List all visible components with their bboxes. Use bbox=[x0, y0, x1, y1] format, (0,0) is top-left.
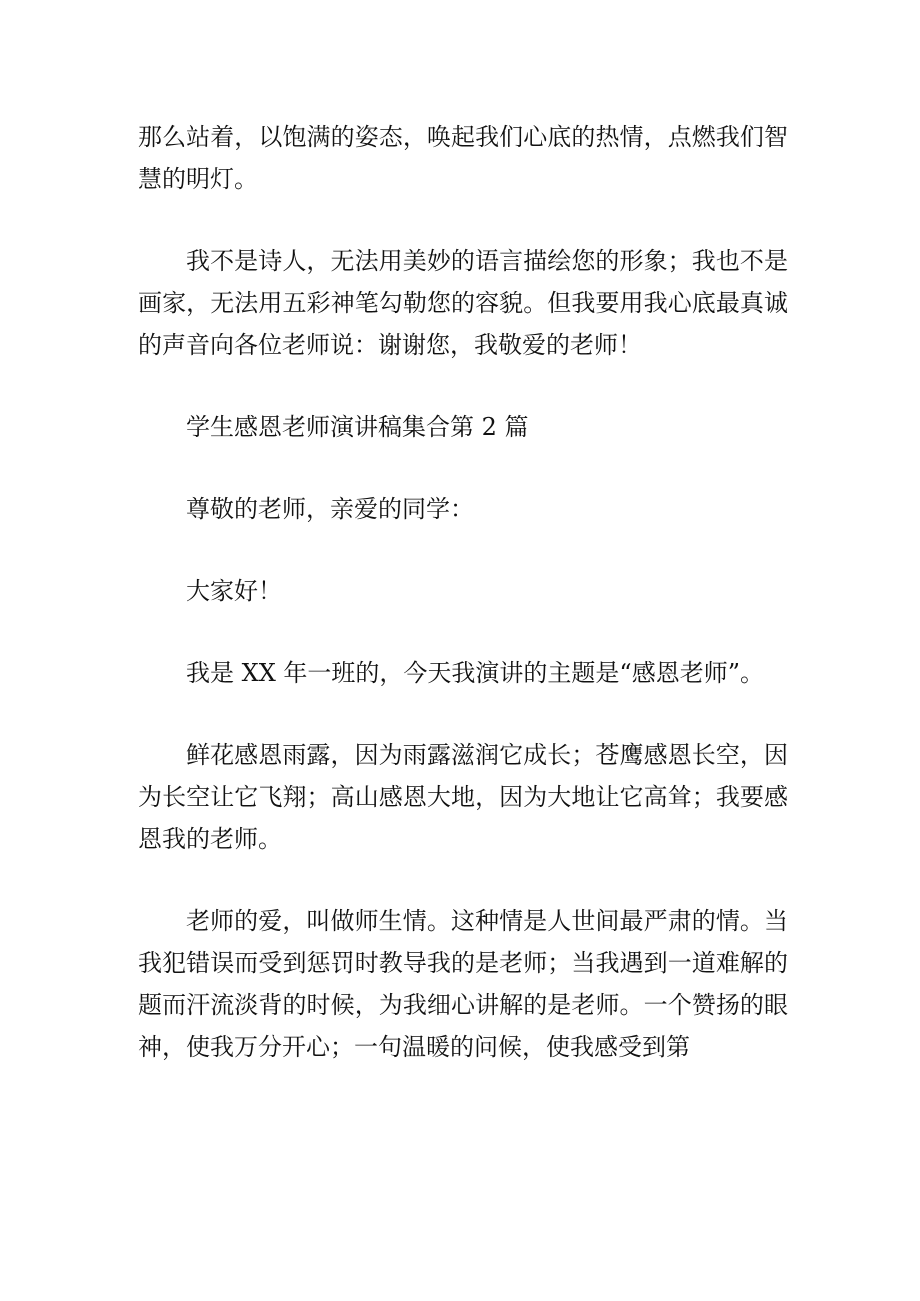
greeting: 大家好！ bbox=[186, 577, 282, 605]
section-heading: 学生感恩老师演讲稿集合第 2 篇 bbox=[186, 413, 529, 441]
paragraph-continuation: 那么站着，以饱满的姿态，唤起我们心底的热情，点燃我们智慧的明灯。 bbox=[138, 123, 788, 193]
salutation: 尊敬的老师，亲爱的同学： bbox=[186, 495, 474, 523]
document-body bbox=[138, 116, 788, 1108]
paragraph-not-a-poet: 我不是诗人，无法用美妙的语言描绘您的形象；我也不是画家，无法用五彩神笔勾勒您的容貌。但我要用我心底最真诚的声音向各位老师说：谢谢您，我敬爱的老师！ bbox=[138, 247, 788, 359]
paragraph-teacher-love: 老师的爱，叫做师生情。这种情是人世间最严肃的情。当我犯错误而受到惩罚时教导我的是老师；当我遇到一道难解的题而汗流淡背的时候，为我细心讲解的是老师。一个赞扬的眼神，使我万分开心；一句温暖的问候，使我感受到第 bbox=[138, 907, 788, 1061]
paragraph-gratitude-analogy: 鲜花感恩雨露，因为雨露滋润它成长；苍鹰感恩长空，因为长空让它飞翔；高山感恩大地，因为大地让它高耸；我要感恩我的老师。 bbox=[138, 741, 788, 853]
paragraph-introduction: 我是 XX 年一班的，今天我演讲的主题是“感恩老师”。 bbox=[186, 659, 764, 687]
